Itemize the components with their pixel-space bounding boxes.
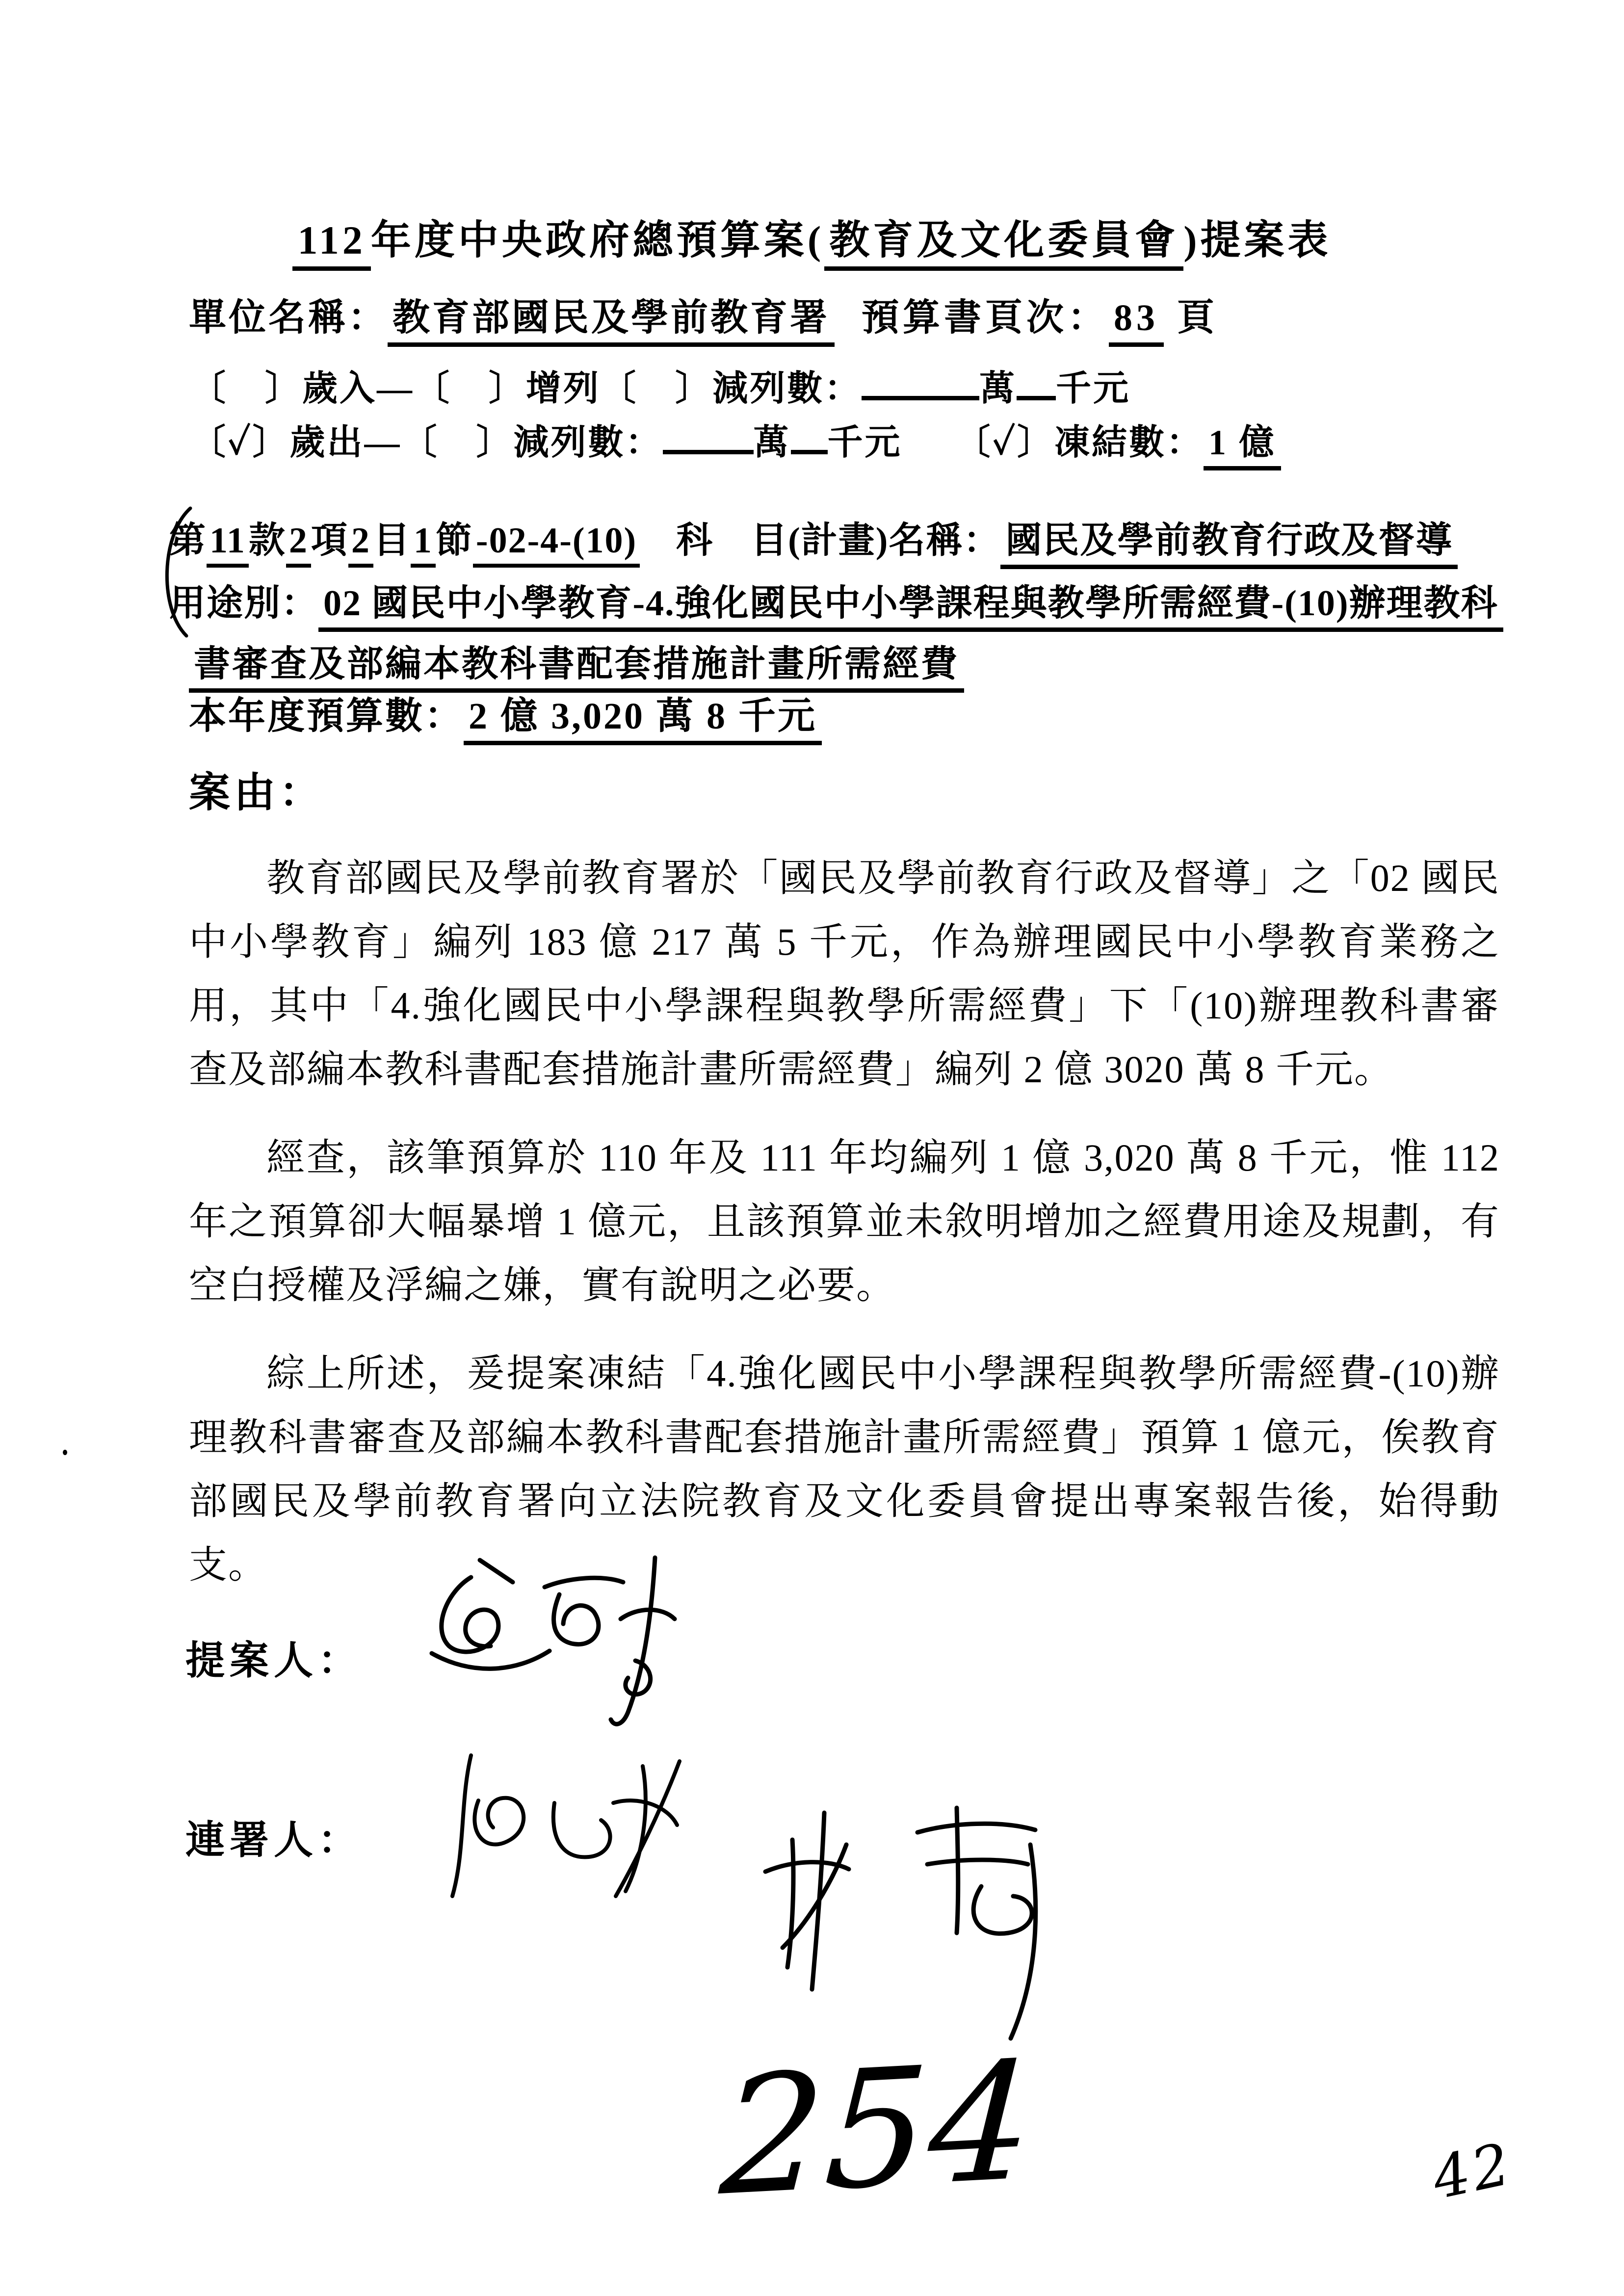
paragraph-resolution: 綜上所述，爰提案凍結「4.強化國民中小學課程與教學所需經費-(10)辦理教科書審查及部編本教科書配套措施計畫所需經費」預算 1 億元，俟教育部國民及學前教育署向立法院教育及文化委員會提出專案報告後，始得動支。 bbox=[189, 1352, 1500, 1586]
page-ref-unit: 頁 bbox=[1177, 297, 1218, 339]
scan-artifact-dot bbox=[63, 1450, 67, 1455]
current-year-budget-line bbox=[189, 686, 822, 739]
page-ref-value: 83 bbox=[1109, 297, 1164, 347]
budget-value: 2 億 3,020 萬 8 千元 bbox=[464, 696, 822, 745]
expenditure-label: 歲出— bbox=[289, 423, 402, 462]
clause-xiang: 項 bbox=[311, 521, 348, 561]
subject-value: 國民及學前教育行政及督導 bbox=[1000, 521, 1458, 569]
case-heading: 案由： bbox=[189, 770, 325, 816]
document-title bbox=[0, 208, 1624, 265]
blank-qian-amount-2 bbox=[791, 418, 828, 454]
cosigner-signature-1 bbox=[432, 1742, 721, 1908]
cosigner-signature-2 bbox=[746, 1786, 1094, 2046]
expenditure-checkbox-checked: 〔✓〕 bbox=[190, 423, 290, 462]
page-ref-label: 預算書頁次： bbox=[862, 297, 1109, 339]
usage-value-line2: 書審查及部編本教科書配套措施計畫所需經費 bbox=[189, 644, 964, 693]
wan-unit: 萬 bbox=[979, 369, 1017, 408]
proposer-label: 提案人： bbox=[185, 1640, 362, 1683]
title-suffix: )提案表 bbox=[1183, 218, 1332, 262]
increase-label: 增列 bbox=[526, 369, 601, 408]
decrease-label: 減列數： bbox=[712, 369, 862, 408]
paragraph-review: 經查，該筆預算於 110 年及 111 年均編列 1 億 3,020 萬 8 千元，惟 112 年之預算卻大幅暴增 1 億元，且該預算並未敘明增加之經費用途及規劃，有空白授權及浮編之嫌，實有說明之必要。 bbox=[189, 1136, 1500, 1306]
proposer-signature bbox=[397, 1550, 721, 1747]
decrease-checkbox-empty: 〔 〕 bbox=[601, 369, 713, 408]
revenue-option-line bbox=[190, 360, 1130, 411]
freeze-checkbox-checked: 〔✓〕 bbox=[955, 423, 1054, 462]
usage-line-1 bbox=[169, 574, 1503, 626]
blank-wan-amount-2 bbox=[663, 418, 754, 454]
expenditure-option-line bbox=[190, 414, 1281, 465]
clause-kuan-no: 11 bbox=[207, 521, 249, 568]
handwritten-page-number: 254 bbox=[716, 2026, 1038, 2232]
unit-name-label: 單位名稱： bbox=[189, 297, 388, 339]
clause-prefix: 第 bbox=[169, 521, 207, 561]
usage-value-line1: 02 國民中小學教育-4.強化國民中小學課程與教學所需經費-(10)辦理教科 bbox=[318, 583, 1503, 632]
clause-mu-no: 2 bbox=[348, 521, 373, 568]
clause-mu: 目 bbox=[373, 521, 411, 561]
increase-checkbox-empty: 〔 〕 bbox=[414, 369, 526, 408]
paragraph-allocation: 教育部國民及學前教育署於「國民及學前教育行政及督導」之「02 國民中小學教育」編列 183 億 217 萬 5 千元，作為辦理國民中小學教育業務之用，其中「4.強化國民中小學課程與教學所需經費」下「(10)辦理教科書審查及部編本教科書配套措施計畫所需經費」編列 2 億 3020 萬 8 千元。 bbox=[189, 857, 1500, 1091]
title-year: 112 bbox=[292, 218, 370, 271]
clause-kuan: 款 bbox=[248, 521, 286, 561]
budget-book-page-line bbox=[862, 287, 1218, 341]
wan-unit-2: 萬 bbox=[753, 423, 791, 462]
blank-qian-amount bbox=[1017, 365, 1056, 400]
title-committee: 教育及文化委員會 bbox=[824, 218, 1183, 271]
clause-jie-no: 1 bbox=[411, 521, 436, 568]
budget-label: 本年度預算數： bbox=[189, 696, 464, 737]
clause-code: -02-4-(10) bbox=[473, 521, 640, 568]
qian-unit: 千元 bbox=[1056, 369, 1131, 408]
usage-label: 用途別： bbox=[169, 583, 318, 624]
clause-xiang-no: 2 bbox=[286, 521, 311, 568]
cosigner-label: 連署人： bbox=[185, 1819, 362, 1862]
freeze-label: 凍結數： bbox=[1054, 423, 1204, 462]
expenditure-decrease-checkbox-empty: 〔 〕 bbox=[401, 423, 514, 462]
revenue-checkbox-empty: 〔 〕 bbox=[190, 369, 303, 408]
revenue-label: 歲入— bbox=[302, 369, 415, 408]
unit-name-line bbox=[189, 287, 835, 341]
title-mid: 年度中央政府總預算案( bbox=[370, 218, 825, 262]
freeze-value: 1 億 bbox=[1204, 423, 1281, 470]
clause-subject-line bbox=[169, 511, 1458, 563]
handwritten-corner-number: 42 bbox=[1426, 2129, 1519, 2213]
blank-wan-amount bbox=[862, 365, 979, 400]
unit-name-value: 教育部國民及學前教育署 bbox=[388, 297, 835, 347]
expenditure-decrease-label: 減列數： bbox=[513, 423, 663, 462]
usage-line-2 bbox=[189, 635, 964, 687]
qian-unit-2: 千元 bbox=[827, 423, 902, 462]
clause-jie: 節 bbox=[435, 521, 473, 561]
subject-label: 科 目(計畫)名稱： bbox=[676, 521, 1001, 561]
